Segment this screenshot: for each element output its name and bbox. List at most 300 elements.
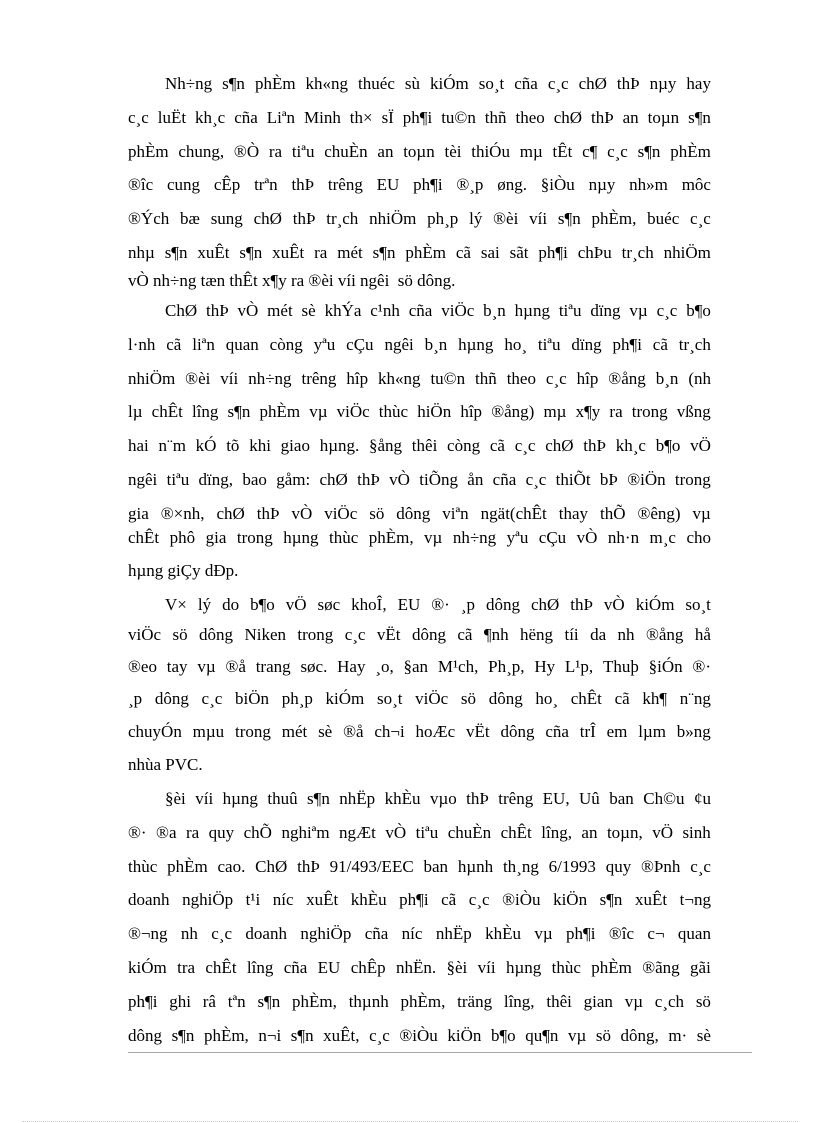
footer-rule (128, 1052, 752, 1053)
word: b¸n (424, 335, 448, 354)
word: chØ (319, 470, 348, 489)
word: phÈm (254, 74, 296, 93)
word: Uû (579, 789, 600, 808)
word: lµm (638, 722, 666, 741)
word: nh (180, 924, 198, 943)
word: vµ (629, 301, 648, 320)
word: øng. (497, 175, 527, 194)
word: ra (268, 142, 283, 161)
page-edge (22, 1121, 798, 1122)
word: s¶n (557, 209, 581, 228)
word: dông (199, 625, 234, 644)
word: phÈm, (368, 528, 414, 547)
word: chuÈn (447, 823, 492, 842)
word: trang (255, 657, 291, 676)
word: nhiÖm (128, 369, 176, 388)
word: thuû (267, 789, 298, 808)
text-line: vÒ nh÷ng tæn thÊt x¶y ra ®èi víi ngêi sö dông. (128, 271, 456, 290)
word: b¶o (250, 595, 275, 614)
word: cã (166, 335, 182, 354)
word: hay (686, 74, 711, 93)
word: c¸c (690, 209, 711, 228)
text-line (128, 369, 711, 389)
word: c¸c (690, 857, 711, 876)
word: nµy (649, 74, 677, 93)
word: xuÊt (306, 890, 339, 909)
word: dông, (620, 1026, 659, 1045)
word: nh·n (607, 528, 640, 547)
word: chÊp (350, 958, 386, 977)
word: vÒ (237, 301, 259, 320)
word: vµ (567, 1026, 587, 1045)
word: phÈm, (292, 992, 337, 1011)
word: níc (272, 890, 294, 909)
word: b¶o (655, 436, 681, 455)
word: ®êng) (637, 504, 681, 523)
word: ®¬ng (128, 924, 168, 943)
word: kh¶ (642, 689, 668, 708)
word: do (222, 595, 240, 614)
word: n¨m (158, 436, 186, 455)
word: bæ (180, 209, 200, 228)
word: thÞ (590, 108, 614, 127)
word: ®èi (493, 209, 519, 228)
word: luËt (157, 108, 187, 127)
word: §an (403, 657, 429, 676)
word: Liªn (266, 108, 296, 127)
text-line (128, 992, 711, 1012)
text-line (165, 301, 711, 321)
word: EU, (542, 789, 570, 808)
word: cña (492, 470, 517, 489)
word: chØ (216, 504, 245, 523)
word: Thuþ (602, 657, 639, 676)
word: nh»m (629, 175, 668, 194)
word: hai (128, 436, 149, 455)
word: toµn (403, 142, 435, 161)
word: theo (506, 369, 536, 388)
word: trêng (301, 369, 337, 388)
word: mét (281, 722, 308, 741)
word: gãi (690, 958, 711, 977)
word: ¸p (128, 689, 143, 708)
word: xuÊt, (323, 1026, 360, 1045)
word: ®eo (128, 657, 157, 676)
word: c¸c (468, 890, 490, 909)
word: §iÒu (540, 175, 575, 194)
word: c¸c (128, 108, 149, 127)
word: c¹nh (370, 301, 400, 320)
word: biÖn (235, 689, 269, 708)
word: ph¶i (128, 992, 158, 1011)
text-line (128, 890, 711, 910)
word: dïng, (198, 470, 234, 489)
word: Nh÷ng (165, 74, 213, 93)
word: hëng (520, 625, 554, 644)
word: Hay (337, 657, 366, 676)
word: ra (185, 823, 200, 842)
word: cã (457, 625, 473, 644)
word: tíi (564, 625, 579, 644)
word: thiÕt (555, 470, 591, 489)
word: gia (205, 528, 227, 547)
word: c¸ch (654, 992, 685, 1011)
word: dông (488, 689, 523, 708)
word: tªn (227, 992, 246, 1011)
word: thÞ (292, 209, 316, 228)
word: hµng (458, 335, 494, 354)
word: trong (674, 470, 711, 489)
word: ph¸p (427, 209, 459, 228)
word: giao (280, 436, 310, 455)
word: thÞ (570, 595, 593, 614)
word: thµnh (348, 992, 389, 1011)
word: dông (411, 625, 446, 644)
word: phô (169, 528, 196, 547)
word: doanh (245, 924, 287, 943)
word: ®· (431, 595, 450, 614)
word: Ph¸p, (488, 657, 525, 676)
word: ngêi (384, 335, 414, 354)
word: lîng, (503, 992, 535, 1011)
word: tu©n (430, 369, 466, 388)
word: hµnh (457, 857, 494, 876)
word: b¶o (490, 1026, 516, 1045)
word: kiÖn (553, 890, 588, 909)
word: ®iÖn (627, 470, 666, 489)
word: ngêi (128, 470, 158, 489)
word: ®iÒu (502, 890, 541, 909)
word: x¶y (575, 402, 601, 421)
word: thÞ (205, 301, 229, 320)
word: môc (681, 175, 711, 194)
word: c¶ (582, 142, 598, 161)
word: hµng. (319, 436, 360, 455)
word: sãt (509, 243, 529, 262)
word: dông (154, 689, 189, 708)
word: tiÕng (419, 470, 458, 489)
text-line (128, 504, 711, 524)
word: nhiÖm (369, 209, 417, 228)
word: cã (489, 436, 505, 455)
word: dïng (590, 301, 621, 320)
word: EU (317, 958, 341, 977)
word: §èi (165, 789, 186, 808)
word: c¸c (547, 74, 569, 93)
word: dông (485, 595, 520, 614)
word: chØ (530, 595, 560, 614)
word: ¶nh (483, 625, 509, 644)
word: sung (210, 209, 243, 228)
word: kiÓm (128, 958, 167, 977)
word: trêng (327, 175, 363, 194)
word: c¸c (545, 369, 567, 388)
word: ChØ (165, 301, 198, 320)
word: tiªu (166, 470, 190, 489)
word: viÖc (415, 689, 449, 708)
word: ån (467, 470, 484, 489)
word: an (622, 108, 639, 127)
word: ban (423, 857, 449, 876)
word: c¸c (369, 1026, 390, 1045)
word: L¹p, (564, 657, 594, 676)
word: vÒ (576, 528, 598, 547)
word: hîp (346, 369, 369, 388)
word: hîp (460, 402, 483, 421)
word: §èi (446, 958, 468, 977)
word: phÈm, (400, 992, 446, 1011)
word: tiªu (537, 335, 561, 354)
word: tra (177, 958, 196, 977)
word: ®îc (128, 175, 154, 194)
word: chuyÓn (128, 722, 182, 741)
word: em (606, 722, 628, 741)
word: thùc (128, 857, 158, 876)
word: chØ (578, 74, 607, 93)
word: hå (694, 625, 711, 644)
word: ¢u (693, 789, 711, 808)
word: kh«ng (378, 369, 421, 388)
word: cÊp (213, 175, 241, 194)
word: c¬ (647, 924, 665, 943)
word: cung (166, 175, 201, 194)
word: kiÓm (635, 595, 675, 614)
word: chÞu (577, 243, 612, 262)
word: bÞ (599, 470, 618, 489)
word: ®ång (645, 625, 684, 644)
word: t¹i (245, 890, 261, 909)
word: cña (514, 74, 538, 93)
text-line (128, 657, 711, 677)
word: s¶n (372, 243, 396, 262)
word: chÊt (128, 528, 160, 547)
word: dông (500, 722, 535, 741)
word: sù (404, 74, 420, 93)
word: thÞ (297, 857, 320, 876)
word: vµo (429, 789, 457, 808)
word: c¸c (525, 470, 547, 489)
text-line (128, 142, 711, 162)
word: vµ (624, 992, 643, 1011)
text-line (128, 528, 711, 548)
word: ®Þnh (641, 857, 681, 876)
word: s¶n (227, 402, 251, 421)
word: xuÊt (634, 890, 668, 909)
word: th× (349, 108, 373, 127)
word: khÈu (384, 789, 421, 808)
word: hoÆc (415, 722, 456, 741)
word: ¸p (460, 595, 475, 614)
word: hµng (514, 301, 550, 320)
text-line (128, 958, 711, 978)
word: Ch©u (643, 789, 685, 808)
word: vÒ (385, 823, 407, 842)
word: kiÓm (430, 74, 469, 93)
word: quy (208, 823, 235, 842)
word: cÇu (538, 528, 567, 547)
word: cña (408, 301, 433, 320)
word: søc (317, 595, 341, 614)
word: trong (235, 722, 271, 741)
word: cña (283, 958, 308, 977)
word: tèi (444, 142, 462, 161)
text-line (128, 924, 711, 944)
word: s¶n (222, 74, 245, 93)
word: ®Ých (128, 209, 170, 228)
word: nh÷ng (248, 369, 292, 388)
word: víi (195, 789, 214, 808)
text-line (128, 470, 711, 490)
word: tiªu (558, 301, 582, 320)
word: nhËp (339, 789, 376, 808)
word: thêi (411, 436, 438, 455)
word: s¶n (171, 1026, 195, 1045)
word: ®èi (185, 369, 211, 388)
word: cao. (217, 857, 246, 876)
word: hîp (576, 369, 599, 388)
word: ®ång (608, 369, 646, 388)
word: Niken (244, 625, 286, 644)
word: EU (376, 175, 400, 194)
word: phÈm (259, 402, 301, 421)
word: yªu (506, 528, 529, 547)
word: b¸n (655, 369, 679, 388)
word: thñ (484, 108, 507, 127)
word: nµy (588, 175, 616, 194)
word: vµ (692, 504, 711, 523)
word: lîng (191, 402, 219, 421)
word: hµng (505, 958, 542, 977)
word: ®ãng (642, 958, 680, 977)
word: Hy (534, 657, 556, 676)
word: vËt (466, 722, 490, 741)
word: chÊt (500, 823, 532, 842)
word: tÊt (552, 142, 573, 161)
word: cña (364, 924, 389, 943)
word: chØ (545, 436, 574, 455)
word: vÒ (291, 504, 313, 523)
word: thùc (378, 402, 409, 421)
text-line (128, 108, 711, 128)
word: Minh (304, 108, 341, 127)
word: c¸c (201, 689, 223, 708)
word: thiÓu (471, 142, 510, 161)
word: §ång (369, 436, 403, 455)
word: s¶n (239, 243, 263, 262)
word: nhËn. (396, 958, 437, 977)
word: gåm: (276, 470, 311, 489)
word: viÖc (441, 301, 475, 320)
text-line (128, 722, 711, 742)
word: hµng (222, 789, 258, 808)
word: qu¶n (525, 1026, 559, 1045)
word: phÈm (591, 958, 632, 977)
word: lý (469, 209, 483, 228)
word: so¸t (685, 595, 711, 614)
text-line (128, 402, 711, 422)
word: thuéc (358, 74, 395, 93)
word: trong (236, 528, 273, 547)
word: khÈu (350, 890, 387, 909)
word: cho (686, 528, 711, 547)
word: ph¶i (566, 924, 596, 943)
word: s¶n (599, 890, 623, 909)
word: ngät(chÊt (480, 504, 547, 523)
word: níc (401, 924, 423, 943)
word: V× (165, 595, 187, 614)
word: l·nh (128, 335, 156, 354)
word: ®iÒu (399, 1026, 438, 1045)
word: vÖ (285, 595, 307, 614)
word: th¸ng (502, 857, 539, 876)
word: ban (609, 789, 634, 808)
word: cña (545, 722, 569, 741)
text-line: nhùa PVC. (128, 755, 203, 774)
word: ngÆt (339, 823, 376, 842)
word: hiÖn (417, 402, 452, 421)
word: tr¸ch (621, 243, 654, 262)
word: dïng (571, 335, 602, 354)
word: ho¸ (535, 689, 559, 708)
word: M¹ch, (437, 657, 479, 676)
word: xuÊt (272, 243, 305, 262)
word: xuÊt (197, 243, 230, 262)
word: gian (583, 992, 613, 1011)
word: ®¸p (456, 175, 484, 194)
word: träng (457, 992, 493, 1011)
word: vÖ (652, 823, 673, 842)
word: ch¬i (374, 722, 405, 741)
word: n¬i (258, 1026, 282, 1045)
word: dông (396, 504, 431, 523)
word: nh÷ng (452, 528, 497, 547)
word: b¶o (686, 301, 711, 320)
text-line (128, 823, 711, 843)
word: chØ (253, 209, 282, 228)
word: râ (202, 992, 216, 1011)
word: ®å (225, 657, 246, 676)
word: sö (172, 625, 188, 644)
word: nghiªm (281, 823, 330, 842)
word: thÞ (291, 175, 315, 194)
word: trong (631, 402, 668, 421)
word: mµ (519, 142, 543, 161)
word: ghi (169, 992, 191, 1011)
text-line (128, 209, 711, 229)
word: ®îc (608, 924, 635, 943)
word: chØ (553, 108, 583, 127)
word: kh¸c (195, 108, 226, 127)
word: lîng, (541, 823, 572, 842)
word: ph¶i (402, 108, 433, 127)
word: ®Ò (233, 142, 260, 161)
word: khÈu (485, 924, 521, 943)
word: còng (269, 335, 303, 354)
word: quan (225, 335, 259, 354)
word: sè (318, 722, 333, 741)
word: mét (267, 301, 293, 320)
word: sö (695, 992, 711, 1011)
word: chuÈn (324, 142, 368, 161)
word: ¸o, (375, 657, 394, 676)
word: chÊt (570, 689, 602, 708)
word: vÒ (603, 595, 625, 614)
word: buéc (647, 209, 680, 228)
word: c¸c (344, 625, 366, 644)
word: viÖc (128, 625, 162, 644)
word: viÖc (324, 504, 358, 523)
word: thùc (328, 528, 359, 547)
